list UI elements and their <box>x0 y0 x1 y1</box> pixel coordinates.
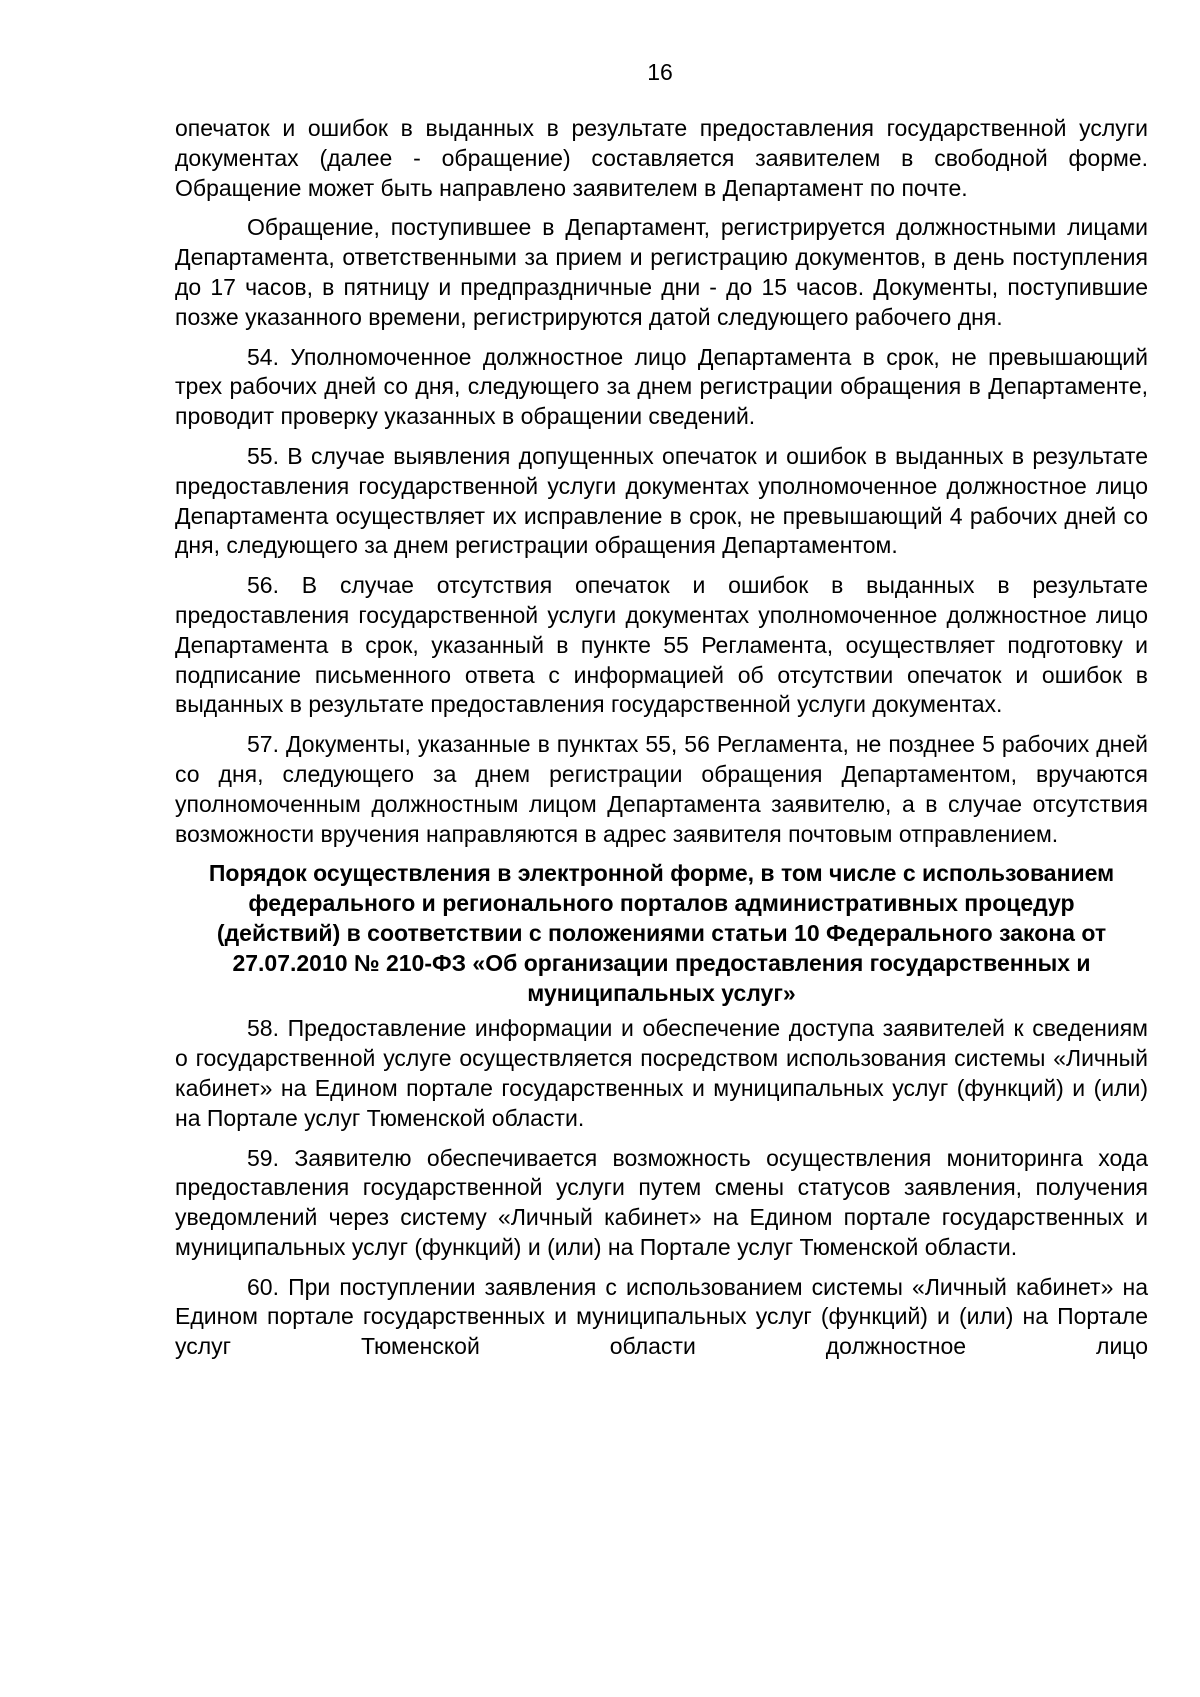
page-number: 16 <box>647 59 673 85</box>
document-body <box>175 114 1148 1372</box>
paragraph-54: 54. Уполномоченное должностное лицо Департамента в срок, не превышающий трех рабочих дней со дня, следующего за днем регистрации обращения в Департаменте, проводит проверку указанных в обращении сведений. <box>175 343 1148 430</box>
paragraph-registration: Обращение, поступившее в Департамент, регистрируется должностными лицами Департамента, ответственными за прием и регистрацию документов, в день поступления до 17 часов, в пятницу и предпраздничные дни - до 15 часов. Документы, поступившие позже указанного времени, регистрируются датой следующего рабочего дня. <box>175 214 1148 330</box>
paragraph-55: 55. В случае выявления допущенных опечаток и ошибок в выданных в результате предоставления государственной услуги документах уполномоченное должностное лицо Департамента осуществляет их исправление в срок, не превышающий 4 рабочих дней со дня, следующего за днем регистрации обращения Департаментом. <box>175 442 1148 559</box>
section-heading: Порядок осуществления в электронной форме, в том числе с использованием федерального и регионального порталов административных процедур (действий) в соответствии с положениями статьи 10 Федерального закона от 27.07.2010 № 210-ФЗ «Об организации предоставления государственных и муниципальных услуг» <box>208 860 1115 1006</box>
paragraph-59: 59. Заявителю обеспечивается возможность осуществления мониторинга хода предоставления государственной услуги путем смены статусов заявления, получения уведомлений через систему «Личный кабинет» на Едином портале государственных и муниципальных услуг (функций) и (или) на Портале услуг Тюменской области. <box>175 1144 1148 1260</box>
paragraph-57: 57. Документы, указанные в пунктах 55, 56 Регламента, не позднее 5 рабочих дней со дня, следующего за днем регистрации обращения Департаментом, вручаются уполномоченным должностным лицом Департамента заявителю, а в случае отсутствия возможности вручения направляются в адрес заявителя почтовым отправлением. <box>175 731 1148 847</box>
paragraph-56: 56. В случае отсутствия опечаток и ошибок в выданных в результате предоставления государственной услуги документах уполномоченное должностное лицо Департамента в срок, указанный в пункте 55 Регламента, осуществляет подготовку и подписание письменного ответа с информацией об отсутствии опечаток и ошибок в выданных в результате предоставления государственной услуги документах. <box>175 572 1148 718</box>
paragraph-58: 58. Предоставление информации и обеспечение доступа заявителей к сведениям о государственной услуге осуществляется посредством использования системы «Личный кабинет» на Едином портале государственных и муниципальных услуг (функций) и (или) на Портале услуг Тюменской области. <box>175 1015 1148 1131</box>
paragraph-60: 60. При поступлении заявления с использованием системы «Личный кабинет» на Едином портале государственных и муниципальных услуг (функций) и (или) на Портале услуг Тюменской области должностное лицо <box>175 1273 1148 1360</box>
paragraph-continuation: опечаток и ошибок в выданных в результате предоставления государственной услуги документах (далее - обращение) составляется заявителем в свободной форме. Обращение может быть направлено заявителем в Департамент по почте. <box>175 115 1148 201</box>
